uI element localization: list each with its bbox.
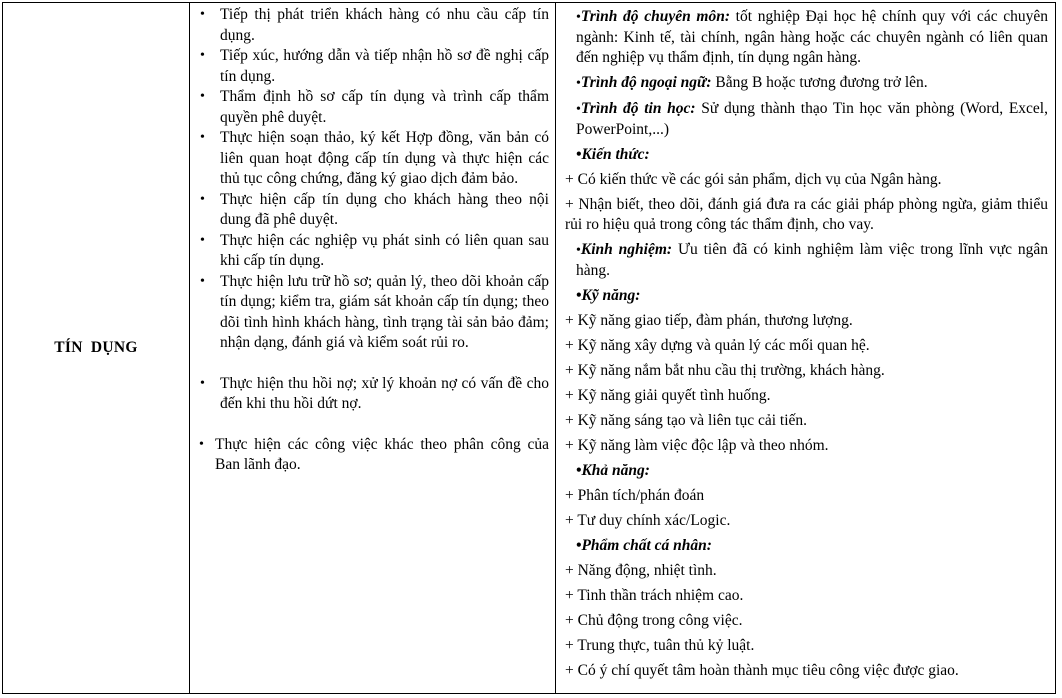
duty-item: • Thực hiện các công việc khác theo phân công của Ban lãnh đạo. [199, 435, 549, 473]
personal-item: + Năng động, nhiệt tình. [565, 562, 717, 579]
skill-item: + Kỹ năng xây dựng và quản lý các mối quan hệ. [565, 337, 870, 354]
requirement-language: •Trình độ ngoại ngữ: Bằng B hoặc tương đương trở lên. [576, 74, 928, 91]
department-name: TÍN DỤNG [54, 339, 138, 356]
bullet-icon: • [200, 48, 205, 63]
bullet-icon: • [576, 243, 581, 258]
duty-item: • Thực hiện thu hồi nợ; xử lý khoản nợ có vấn đề cho đến khi thu hồi dứt nợ. [200, 374, 549, 412]
bullet-icon: • [200, 232, 205, 248]
bullet-icon: • [200, 273, 205, 289]
bullet-icon: • [576, 462, 582, 479]
job-description-table [2, 2, 1056, 694]
abilities-heading: •Khả năng: [576, 462, 650, 479]
bullet-icon: • [200, 191, 205, 207]
bullet-icon: • [200, 7, 205, 22]
bullet-icon: • [576, 10, 581, 25]
skill-item: + Kỹ năng làm việc độc lập và theo nhóm. [565, 437, 829, 454]
skills-heading: •Kỹ năng: [576, 287, 641, 304]
personal-item: + Có ý chí quyết tâm hoàn thành mục tiêu công việc được giao. [565, 662, 959, 679]
bullet-icon: • [200, 375, 205, 391]
bullet-icon: • [576, 102, 581, 117]
requirements-cell [556, 3, 1056, 686]
requirement-it: •Trình độ tin học: Sử dụng thành thạo Tin học văn phòng (Word, Excel, PowerPoint,...) [576, 100, 1048, 138]
duty-item: • Thực hiện cấp tín dụng cho khách hàng theo nội dung đã phê duyệt. [200, 190, 549, 228]
duty-item: • Tiếp thị phát triển khách hàng có nhu cầu cấp tín dụng. [200, 6, 549, 44]
personal-item: + Tinh thần trách nhiệm cao. [565, 587, 744, 604]
bullet-icon: • [576, 537, 582, 554]
duty-item: • Thực hiện các nghiệp vụ phát sinh có liên quan sau khi cấp tín dụng. [200, 231, 549, 269]
skill-item: + Kỹ năng giao tiếp, đàm phán, thương lượng. [565, 312, 853, 329]
bullet-icon: • [576, 76, 581, 91]
bullet-icon: • [200, 89, 205, 104]
bullet-icon: • [576, 146, 582, 163]
duty-item: • Tiếp xúc, hướng dẫn và tiếp nhận hồ sơ đề nghị cấp tín dụng. [200, 47, 549, 85]
ability-item: + Tư duy chính xác/Logic. [565, 512, 731, 529]
skill-item: + Kỹ năng nắm bắt nhu cầu thị trường, khách hàng. [565, 362, 885, 379]
duty-item: • Thực hiện lưu trữ hồ sơ; quản lý, theo dõi khoản cấp tín dụng; kiểm tra, giám sát khoản cấp tín dụng; theo dõi tình hình khách hàng, tình trạng tài sản bảo đảm; nhận dạng, đánh giá và kiểm soát rủi ro. [200, 272, 549, 351]
duties-cell [189, 3, 555, 476]
department-cell [3, 3, 189, 693]
bullet-icon: • [576, 287, 582, 304]
knowledge-heading: •Kiến thức: [576, 146, 650, 163]
duty-item: • Thực hiện soạn thảo, ký kết Hợp đồng, văn bản có liên quan hoạt động cấp tín dụng và thực hiện các thủ tục công chứng, đăng ký giao dịch đảm bảo. [200, 129, 549, 187]
duty-item: • Thẩm định hồ sơ cấp tín dụng và trình cấp thẩm quyền phê duyệt. [200, 88, 549, 126]
personal-item: + Chủ động trong công việc. [565, 612, 743, 629]
knowledge-item: + Có kiến thức về các gói sản phẩm, dịch vụ của Ngân hàng. [565, 171, 942, 188]
bullet-icon: • [199, 436, 204, 452]
personal-item: + Trung thực, tuân thủ kỷ luật. [565, 637, 755, 654]
skill-item: + Kỹ năng sáng tạo và liên tục cải tiến. [565, 412, 808, 429]
bullet-icon: • [200, 130, 205, 145]
requirement-education: •Trình độ chuyên môn: tốt nghiệp Đại học hệ chính quy với các chuyên ngành: Kinh tế, tài chính, ngân hàng hoặc các chuyên ngành có liên quan đến nghiệp vụ thẩm định, tín dụng ngân hàng. [576, 8, 1049, 66]
skill-item: + Kỹ năng giải quyết tình huống. [565, 387, 771, 404]
knowledge-item: + Nhận biết, theo dõi, đánh giá đưa ra các giải pháp phòng ngừa, giảm thiểu rủi ro hiệu quả trong công tác thẩm định, cho vay. [565, 196, 1048, 233]
requirement-experience: •Kinh nghiệm: Ưu tiên đã có kinh nghiệm làm việc trong lĩnh vực ngân hàng. [576, 241, 1048, 279]
personal-qualities-heading: •Phẩm chất cá nhân: [576, 537, 712, 554]
ability-item: + Phân tích/phán đoán [565, 487, 705, 504]
